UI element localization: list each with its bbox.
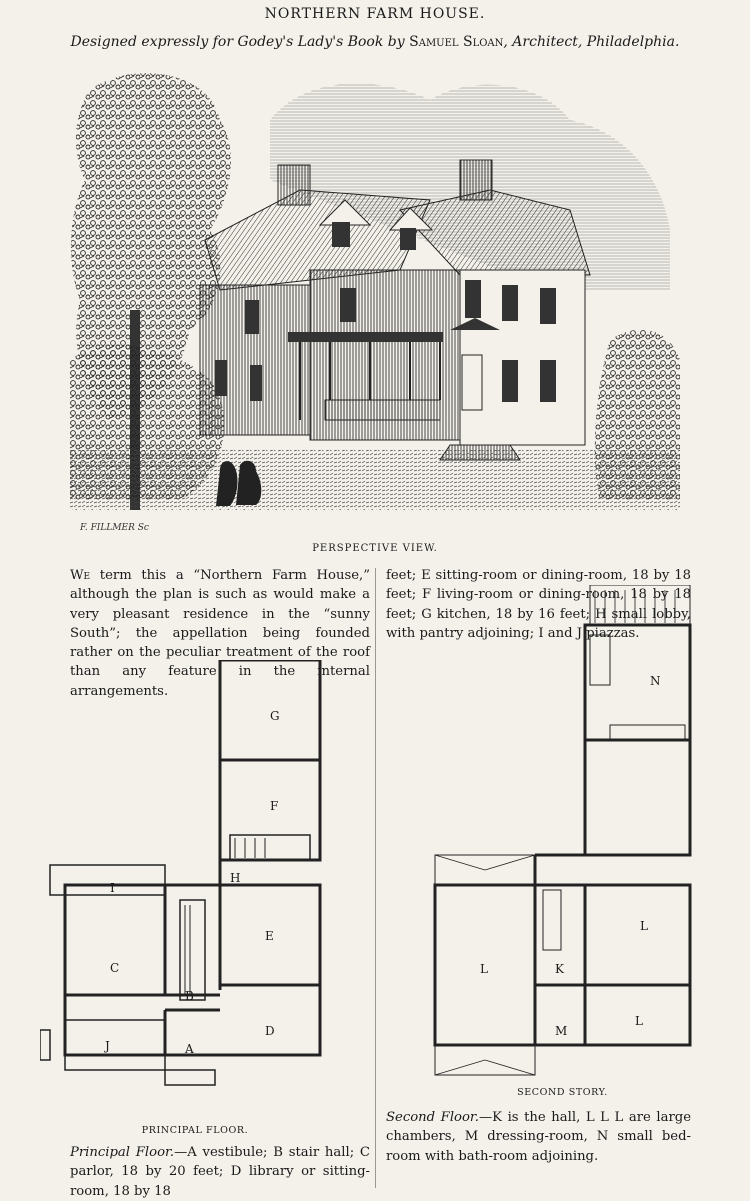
continuation-paragraph: feet; E sitting-room or dining-room, 18 by 18 feet; F living-room or dining-room, 18 by 18 feet; G kitchen, 18 by 16 feet; H small lobby, with pantry adjoining; I and J piazzas. [386,568,691,641]
second-floor-lead: Second Floor. [386,1110,479,1125]
principal-floor-lead: Principal Floor. [70,1145,175,1160]
principal-floor-text: —A vestibule; B stair hall; C parlor, 18 by 20 feet; D library or sitting-room, 18 by 18 [70,1145,371,1199]
page-title: NORTHERN FARM HOUSE. [264,6,486,22]
bathtub [590,635,610,685]
chimney [460,160,492,200]
room-label-l-upper: L [640,919,648,933]
second-floor-description [386,1108,691,1166]
intro-dropcap: We [70,568,91,583]
intro-body: term this a “Northern Farm House,” although the plan is such as would make a very pleasant residence in the “sunny South”; the appellation being founded rather on the peculiar treatment of the roof than any feature in the internal arrangements. [70,568,370,699]
room-label-i: I [110,881,115,895]
engraver-signature: F. FILLMER Sc [80,523,149,533]
principal-floor-plan [40,660,340,1090]
room-label-b: B [185,989,194,1003]
room-label-g: G [270,709,280,723]
room-label-c: C [110,961,120,975]
page-subtitle [0,34,750,50]
second-story-plan [425,585,700,1085]
porch-roof [288,332,443,342]
architect-name: Samuel Sloan [409,34,504,50]
front-door [462,355,482,410]
room-label-h: H [230,871,241,885]
room-label-e: E [265,929,274,943]
hall-stairs [543,890,561,950]
perspective-caption: PERSPECTIVE VIEW. [312,543,438,554]
second-floor-text: —K is the hall, L L L are large chambers, M dressing-room, N small bed-room with bath-room adjoining. [386,1110,691,1164]
second-story-caption: SECOND STORY. [517,1087,608,1098]
room-label-n: N [650,674,661,688]
piazza-i [50,865,165,895]
chimney [278,165,310,205]
room-label-l-left: L [480,962,488,976]
room-label-j: J [105,1039,110,1053]
room-label-f: F [270,799,279,813]
principal-floor-caption: PRINCIPAL FLOOR. [141,1125,249,1136]
piazza-j [65,1020,165,1070]
column-divider [375,568,376,1188]
main-rect [65,885,320,1055]
porch-rail [325,400,440,420]
stairs [230,835,310,860]
room-label-l-lower: L [635,1014,643,1028]
room-label-d: D [265,1024,275,1038]
room-label-a: A [185,1042,194,1056]
perspective-illustration [70,60,680,540]
principal-floor-description [70,1143,370,1201]
subtitle-italic: Designed expressly for Godey's Lady's Book by [70,34,405,50]
stairs [610,725,685,740]
ground [70,450,680,510]
room-label-m: M [555,1024,568,1038]
room-label-k: K [555,962,564,976]
subtitle-rest: , Architect, Philadelphia. [503,34,680,50]
hall-stairs [180,900,205,1000]
